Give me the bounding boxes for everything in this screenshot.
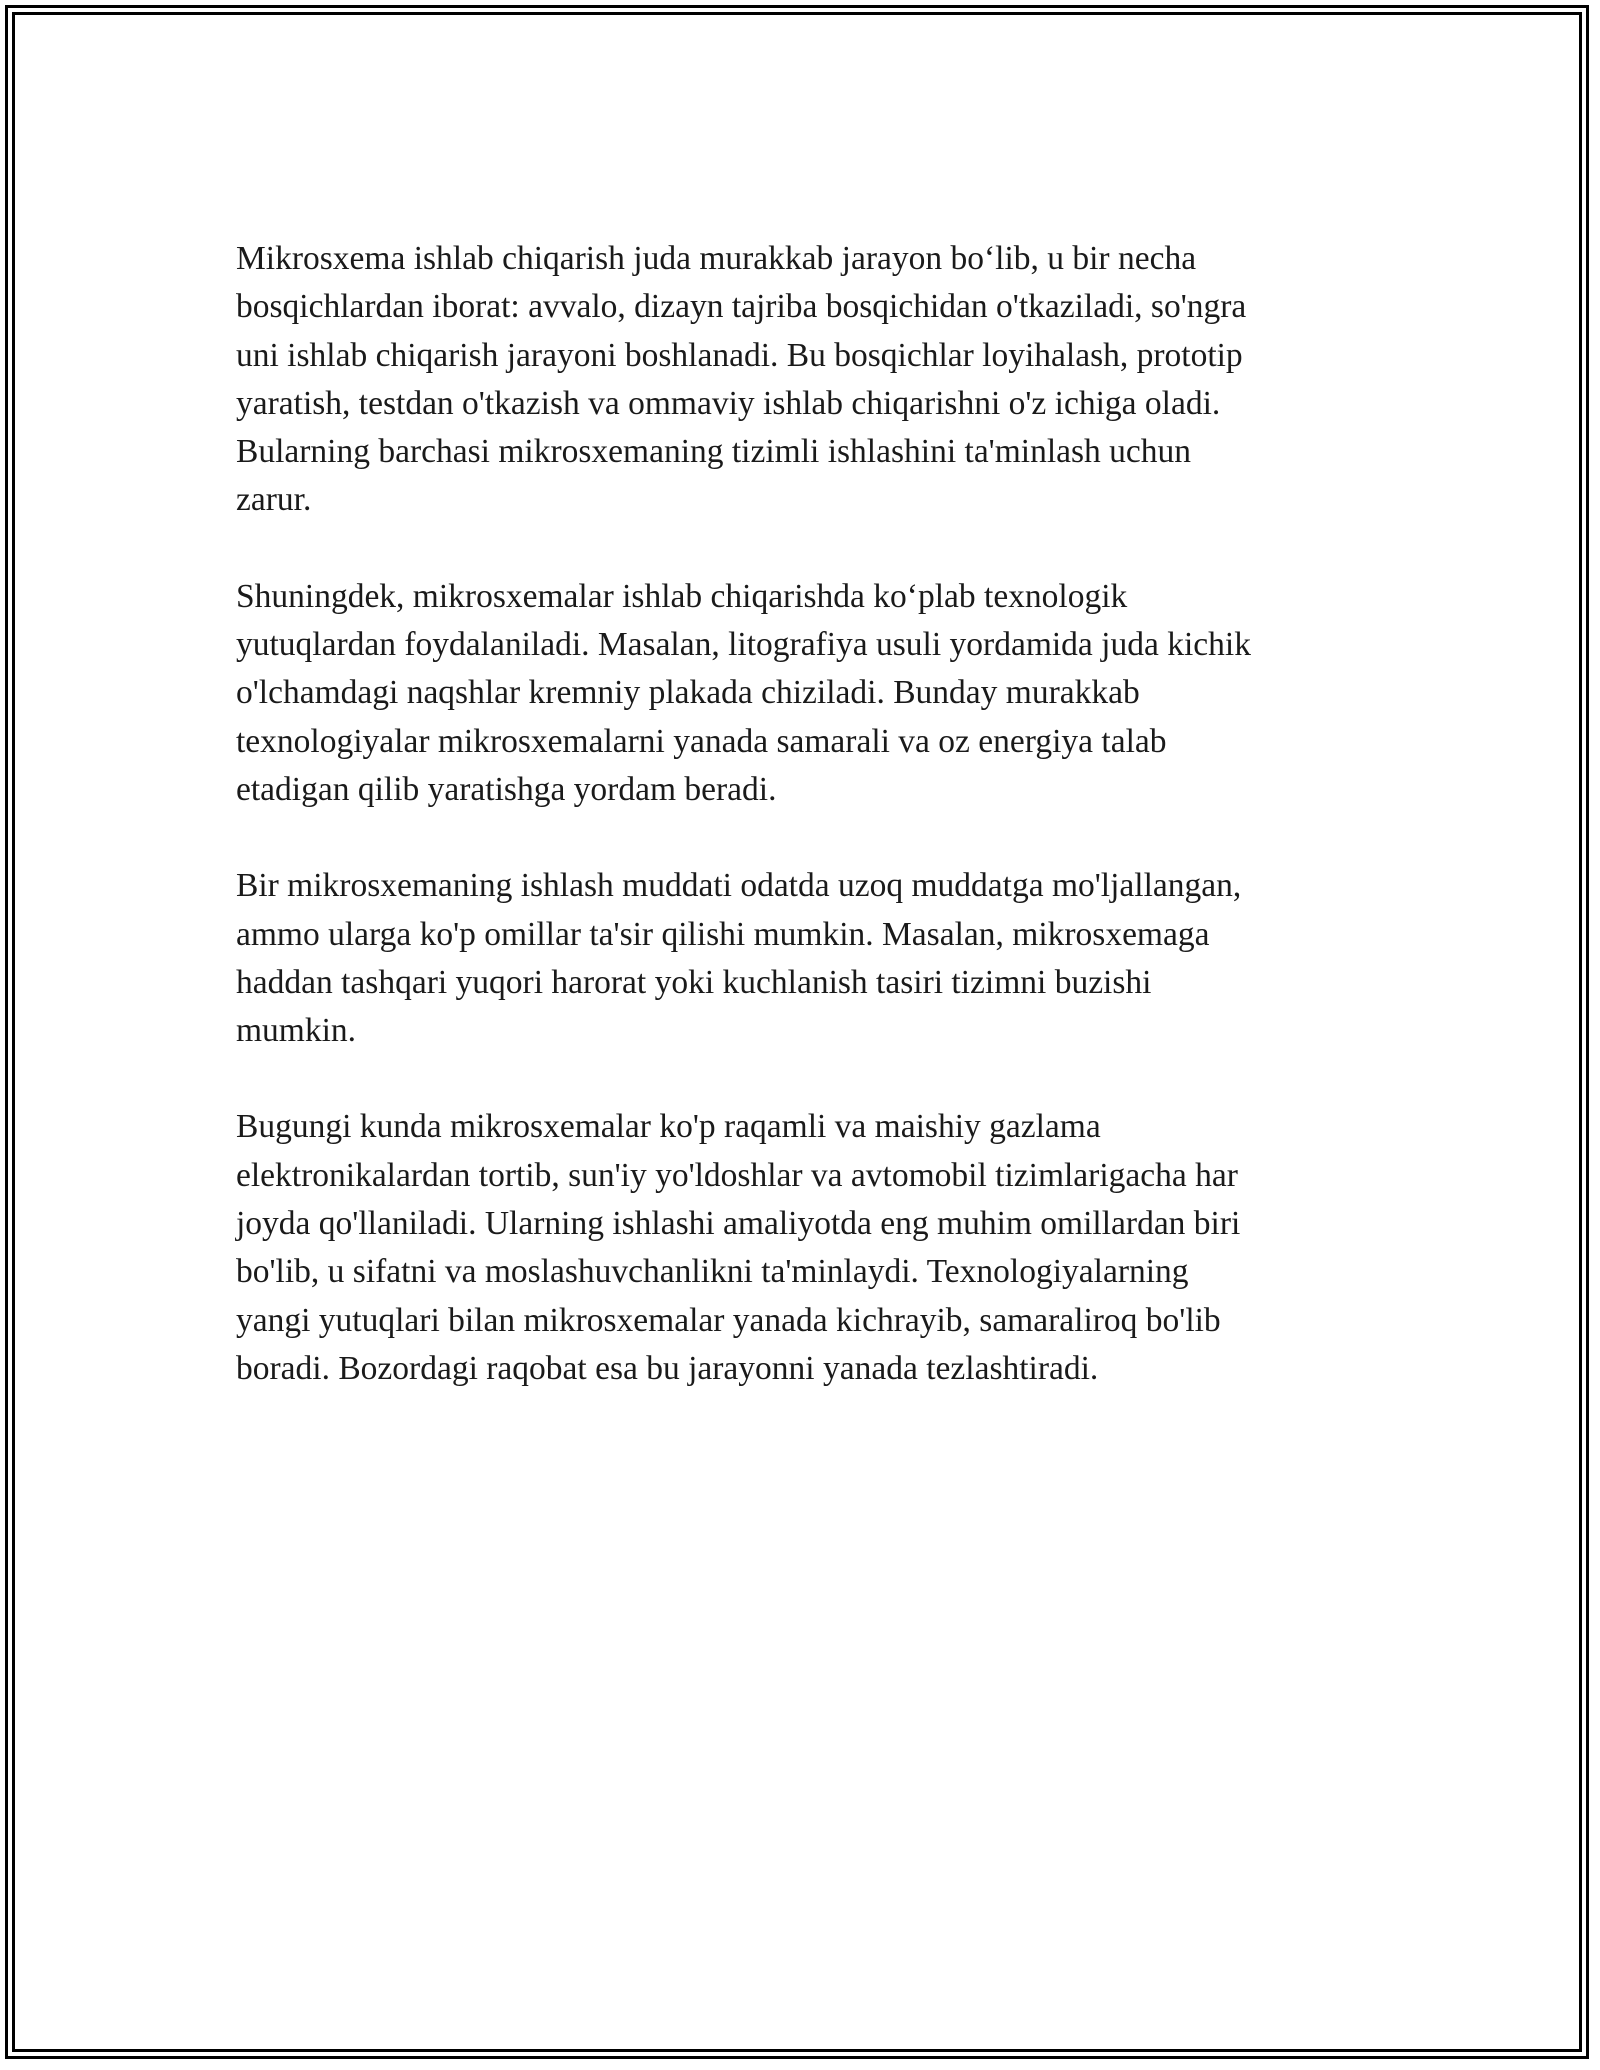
paragraph-3: Bir mikrosxemaning ishlash muddati odatda uzoq muddatga mo'ljallangan, ammo ularga ko'p omillar ta'sir qilishi mumkin. Masalan, mikrosxemaga haddan tashqari yuqori harorat yoki kuchlanish tasiri tizimni buzishi mumkin.	[236, 867, 1242, 1050]
document-body	[236, 235, 1356, 1441]
paragraph-2: Shuningdek, mikrosxemalar ishlab chiqarishda ko‘plab texnologik yutuqlardan foydalaniladi. Masalan, litografiya usuli yordamida juda kichik o'lchamdagi naqshlar kremniy plakada chiziladi. Bunday murakkab texnologiyalar mikrosxemalarni yanada samarali va oz energiya talab etadigan qilib yaratishga yordam beradi.	[236, 577, 1251, 808]
paragraph-4: Bugungi kunda mikrosxemalar ko'p raqamli va maishiy gazlama elektronikalardan tortib, sun'iy yo'ldoshlar va avtomobil tizimlarigacha har joyda qo'llaniladi. Ularning ishlashi amaliyotda eng muhim omillardan biri bo'lib, u sifatni va moslashuvchanlikni ta'minlaydi. Texnologiyalarning yangi yutuqlari bilan mikrosxemalar yanada kichrayib, samaraliroq bo'lib boradi. Bozordagi raqobat esa bu jarayonni yanada tezlashtiradi.	[236, 1108, 1241, 1387]
paragraph-1: Mikrosxema ishlab chiqarish juda murakkab jarayon bo‘lib, u bir necha bosqichlardan iborat: avvalo, dizayn tajriba bosqichidan o'tkaziladi, so'ngra uni ishlab chiqarish jarayoni boshlanadi. Bu bosqichlar loyihalash, prototip yaratish, testdan o'tkazish va ommaviy ishlab chiqarishni o'z ichiga oladi. Bularning barchasi mikrosxemaning tizimli ishlashini ta'minlash uchun zarur.	[236, 240, 1247, 519]
